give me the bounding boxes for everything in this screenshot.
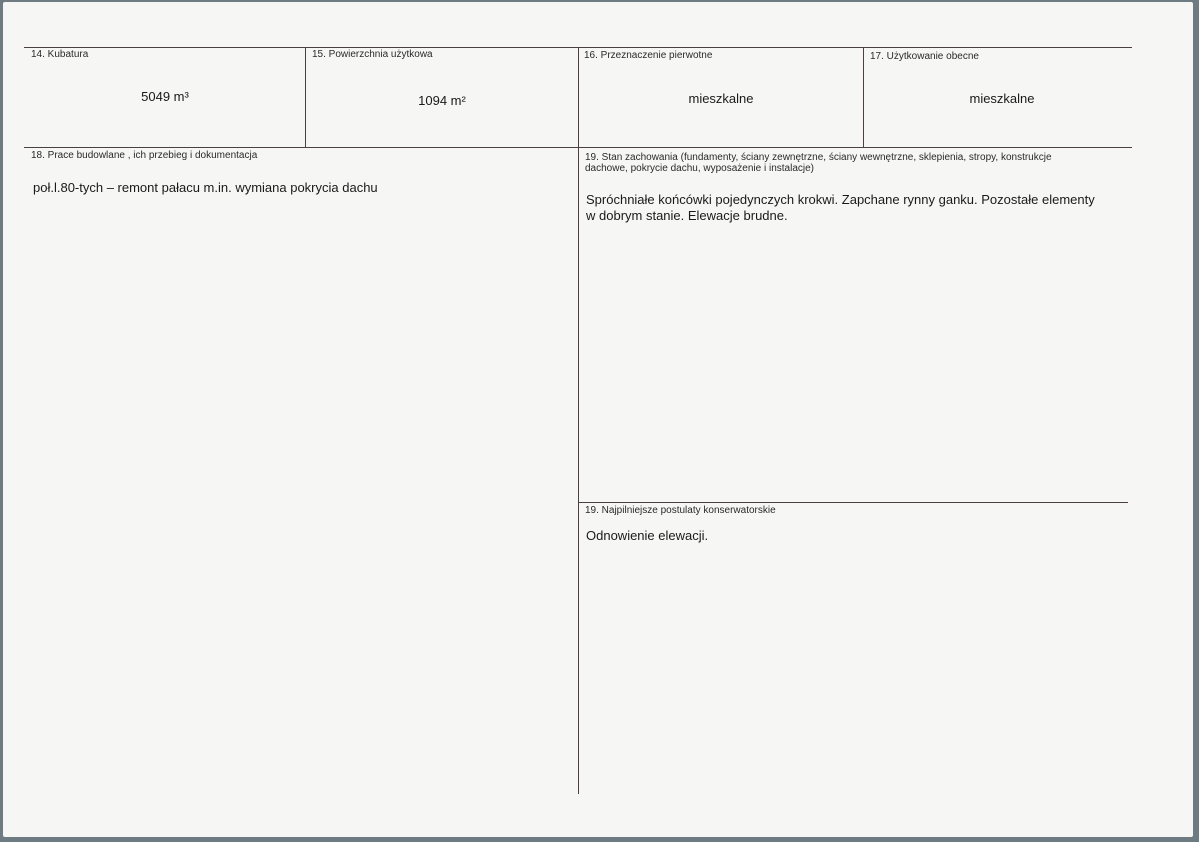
- stan-section-bottom-border: [579, 502, 1128, 503]
- postulaty-value: Odnowienie elewacji.: [586, 528, 709, 543]
- kubatura-value: 5049 m³: [141, 89, 189, 104]
- powierzchnia-value: 1094 m²: [418, 93, 466, 108]
- prace-value: poł.l.80-tych – remont pałacu m.in. wymiana pokrycia dachu: [33, 180, 378, 195]
- postulaty-label: 19. Najpilniejsze postulaty konserwatorskie: [585, 505, 776, 516]
- powierzchnia-label: 15. Powierzchnia użytkowa: [312, 49, 433, 60]
- przeznaczenie-value: mieszkalne: [688, 91, 754, 106]
- kubatura-label: 14. Kubatura: [31, 49, 89, 60]
- przeznaczenie-label: 16. Przeznaczenie pierwotne: [584, 50, 713, 61]
- prace-label: 18. Prace budowlane , ich przebieg i dokumentacja: [31, 150, 258, 161]
- uzytkowanie-label: 17. Użytkowanie obecne: [870, 51, 979, 62]
- stan-value: Spróchniałe końcówki pojedynczych krokwi. Zapchane rynny ganku. Pozostałe elementy w dobrym stanie. Elewacje brudne.: [586, 192, 1095, 223]
- divider-main: [578, 47, 579, 794]
- uzytkowanie-value: mieszkalne: [969, 91, 1035, 106]
- stan-label: 19. Stan zachowania (fundamenty, ściany zewnętrzne, ściany wewnętrzne, sklepienia, stropy, konstrukcje dachowe, pokrycie dachu, wyposażenie i instalacje): [585, 152, 1052, 174]
